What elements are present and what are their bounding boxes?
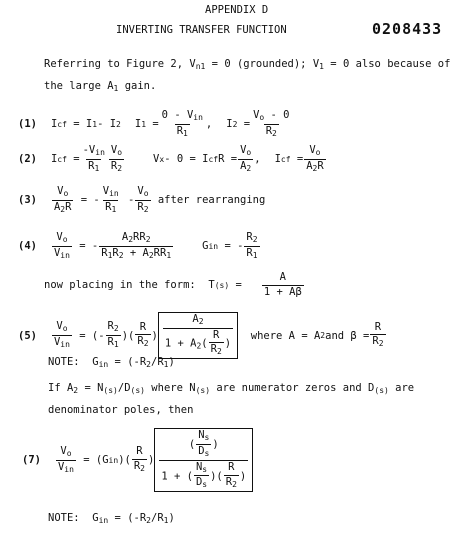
appendix-heading: APPENDIX D (205, 4, 269, 16)
equation-5: (5) $\frac{V_o}{V_{in}}$ = (- $\frac{R_2}{R_1}$ )( $\frac{R}{R_2}$ ) $A_2$ $1 + A_2$( $\frac{R}{R_2}$ ) where A = A 2 and β = $\frac{R}{R_2}$ (18, 312, 387, 359)
bracket-group: $A_2$ $1 + A_2$( $\frac{R}{R_2}$ ) (158, 312, 238, 359)
equation-1: (1) I cf = I 1 - I 2 I 1 = $\frac{0 - V_{in}}{R_1}$ , I 2 = $\frac{V_o - 0}{R_2}$ (18, 109, 290, 138)
note-5: NOTE: $G_{in} = (-R_2/R_1)$ (48, 356, 175, 369)
equation-4: (4) $\frac{V_o}{V_{in}}$ = - $\frac{A_2RR_2}{R_1R_2 + A_2RR_1}$ G in = - $\frac{R_2}{R_1}$ (18, 231, 258, 260)
transfer-form: now placing in the form: T (s) = $\frac{A}{1 + A\beta}$ (44, 271, 302, 298)
equation-3: (3) $\frac{V_o}{A_2R}$ = - $\frac{V_{in}}{R_1}$ - $\frac{V_o}{R_2}$ after rearranging (18, 185, 266, 214)
note-7: NOTE: $G_{in} = (-R_2/R_1)$ (48, 512, 175, 525)
if-line-1: If $A_2 = N_{(s)}/D_{(s)}$ where $N_{(s)}$ are numerator zeros and $D_{(s)}$ are (48, 382, 415, 395)
document-number: 0208433 (372, 20, 443, 38)
if-line-2: denominator poles, then (48, 404, 194, 416)
intro-line-2: the large $A_1$ gain. (44, 80, 157, 93)
bracket-group-7: ( $\frac{N_s}{D_s}$ ) 1 + ( $\frac{N_s}{D_s}$ )( $\frac{R}{R_2}$ ) (154, 428, 253, 492)
equation-2: (2) I cf = $\frac{-V_{in}}{R_1}$ $\frac{V_o}{R_2}$ V x - 0 = I cf R = $\frac{V_o}{A_2}$ , I cf = $\frac{V_o}{A_2R}$ (18, 144, 324, 173)
section-title: INVERTING TRANSFER FUNCTION (116, 24, 287, 36)
intro-line-1: Referring to Figure 2, $V_{n1} = 0$ (grounded); $V_1 = 0$ also because of (44, 58, 451, 71)
equation-7: (7) $\frac{V_o}{V_{in}}$ = (G in )( $\frac{R}{R_2}$ ) ( $\frac{N_s}{D_s}$ ) 1 + ( $\frac{N_s}{D_s}$ )( $\frac{R}{R_2}$ ) (22, 428, 253, 492)
beta-symbol: β (295, 285, 302, 298)
